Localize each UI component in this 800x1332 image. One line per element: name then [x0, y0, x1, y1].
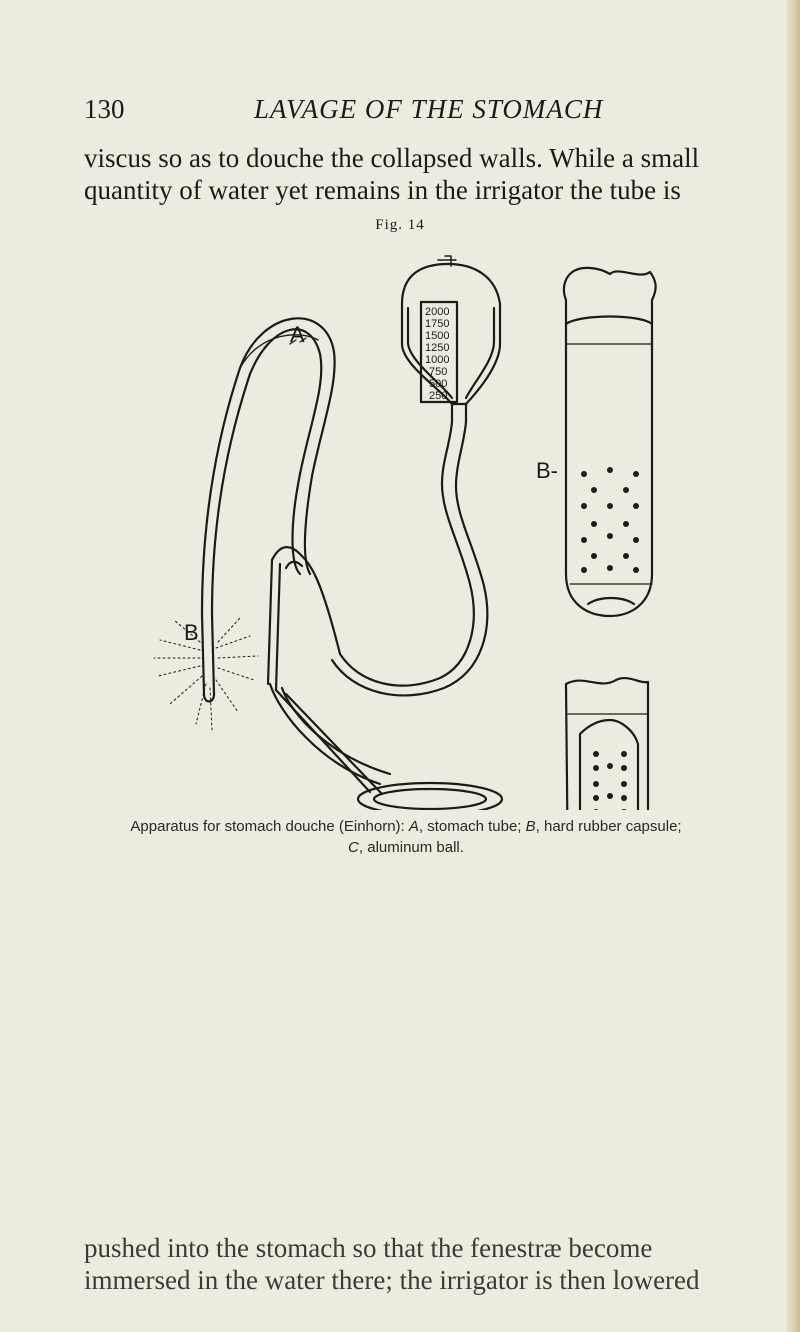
scale-2000: 2000	[425, 306, 450, 318]
capsule-bottom	[566, 678, 648, 810]
letter-b-left: B	[184, 620, 199, 645]
page-edge	[786, 0, 800, 1332]
caption-c-label: C	[348, 839, 359, 856]
scale-1000: 1000	[425, 354, 450, 366]
page-number: 130	[84, 94, 125, 124]
scale-750: 750	[429, 366, 448, 378]
running-title: LAVAGE OF THE STOMACH	[254, 94, 604, 124]
letter-b-top: B-	[536, 458, 558, 483]
capsule-top	[564, 268, 656, 616]
basin	[356, 783, 502, 810]
caption-line1: Apparatus for stomach douche (Einhorn):	[130, 818, 409, 835]
letter-a: A	[290, 322, 305, 347]
irrigator	[402, 256, 500, 422]
figure-illustration	[140, 244, 680, 810]
caption-c-text: , aluminum ball.	[358, 839, 464, 856]
running-head	[84, 94, 724, 128]
body-text-bottom: pushed into the stomach so that the fenestræ become immersed in the water there; the irrigator is then lowered	[84, 1233, 700, 1295]
caption-a-text: , stomach tube;	[418, 818, 526, 835]
drain-tube	[270, 684, 390, 784]
caption-b-text: , hard rubber capsule;	[535, 818, 682, 835]
caption-a-label: A	[408, 818, 419, 835]
caption-b-label: B	[525, 818, 536, 835]
y-junction	[268, 547, 340, 690]
stomach-tube-end	[154, 614, 258, 730]
tube-upper	[332, 422, 487, 695]
body-text-top: viscus so as to douche the collapsed walls. While a small quantity of water yet remains in the irrigator the tube is	[84, 143, 700, 205]
scale-500: 500	[429, 378, 448, 390]
figure-label: Fig. 14	[375, 217, 425, 233]
scale-1250: 1250	[425, 342, 450, 354]
scale-1500: 1500	[425, 330, 450, 342]
scale-1750: 1750	[425, 318, 450, 330]
scale-250: 250	[429, 390, 448, 402]
figure-caption	[96, 816, 716, 858]
stomach-tube-loop	[202, 318, 335, 614]
